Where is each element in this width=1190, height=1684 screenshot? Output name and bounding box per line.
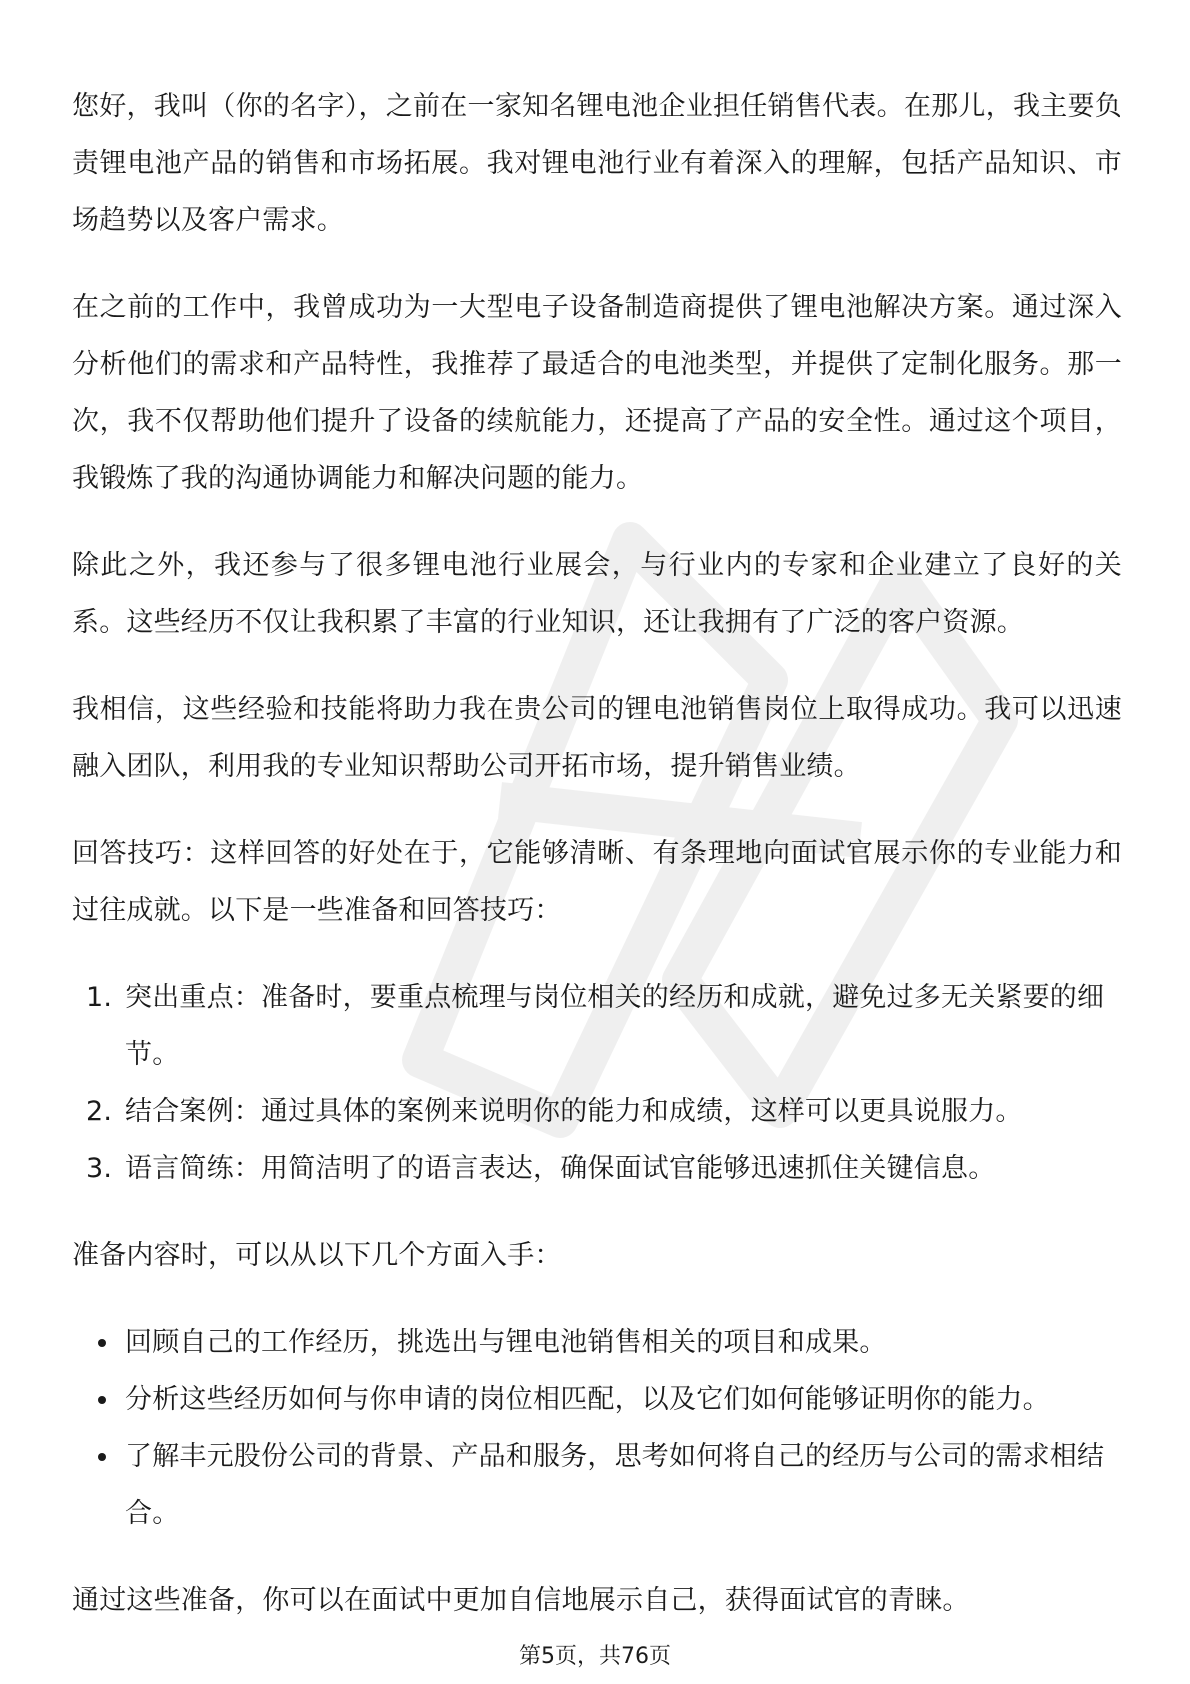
list-item <box>72 1314 1122 1371</box>
page-number: 第5页，共76页 <box>519 1644 671 1669</box>
tips-ordered-list <box>72 969 1122 1197</box>
list-item <box>72 969 1122 1083</box>
document-body <box>72 78 1122 1659</box>
paragraph-intro: 您好，我叫（你的名字），之前在一家知名锂电池企业担任销售代表。在那儿，我主要负责锂电池产品的销售和市场拓展。我对锂电池行业有着深入的理解，包括产品知识、市场趋势以及客户需求。 <box>72 91 1122 236</box>
list-item-text: 语言简练：用简洁明了的语言表达，确保面试官能够迅速抓住关键信息。 <box>125 1153 996 1184</box>
bullet-icon <box>98 1453 106 1461</box>
list-item <box>72 1428 1122 1542</box>
list-number: 1. <box>86 982 113 1013</box>
bullet-icon <box>98 1339 106 1347</box>
list-number: 2. <box>86 1096 113 1127</box>
list-number: 3. <box>86 1153 113 1184</box>
list-item-text: 分析这些经历如何与你申请的岗位相匹配，以及它们如何能够证明你的能力。 <box>125 1384 1050 1415</box>
list-item-text: 回顾自己的工作经历，挑选出与锂电池销售相关的项目和成果。 <box>125 1327 887 1358</box>
list-item-text: 结合案例：通过具体的案例来说明你的能力和成绩，这样可以更具说服力。 <box>125 1096 1023 1127</box>
paragraph-confidence: 我相信，这些经验和技能将助力我在贵公司的锂电池销售岗位上取得成功。我可以迅速融入团队，利用我的专业知识帮助公司开拓市场，提升销售业绩。 <box>72 694 1122 782</box>
bullet-icon <box>98 1396 106 1404</box>
list-item <box>72 1083 1122 1140</box>
paragraph-tips: 回答技巧：这样回答的好处在于，它能够清晰、有条理地向面试官展示你的专业能力和过往成就。以下是一些准备和回答技巧： <box>72 838 1122 926</box>
list-item-text: 了解丰元股份公司的背景、产品和服务，思考如何将自己的经历与公司的需求相结合。 <box>125 1441 1105 1529</box>
paragraph-prep-intro: 准备内容时，可以从以下几个方面入手： <box>72 1240 562 1271</box>
paragraph-exhibitions: 除此之外，我还参与了很多锂电池行业展会，与行业内的专家和企业建立了良好的关系。这些经历不仅让我积累了丰富的行业知识，还让我拥有了广泛的客户资源。 <box>72 550 1122 638</box>
list-item <box>72 1371 1122 1428</box>
list-item-text: 突出重点：准备时，要重点梳理与岗位相关的经历和成就，避免过多无关紧要的细节。 <box>125 982 1105 1070</box>
paragraph-experience: 在之前的工作中，我曾成功为一大型电子设备制造商提供了锂电池解决方案。通过深入分析他们的需求和产品特性，我推荐了最适合的电池类型，并提供了定制化服务。那一次，我不仅帮助他们提升了设备的续航能力，还提高了产品的安全性。通过这个项目，我锻炼了我的沟通协调能力和解决问题的能力。 <box>72 292 1122 494</box>
prep-bullet-list <box>72 1314 1122 1542</box>
paragraph-closing: 通过这些准备，你可以在面试中更加自信地展示自己，获得面试官的青睐。 <box>72 1585 970 1616</box>
list-item <box>72 1140 1122 1197</box>
